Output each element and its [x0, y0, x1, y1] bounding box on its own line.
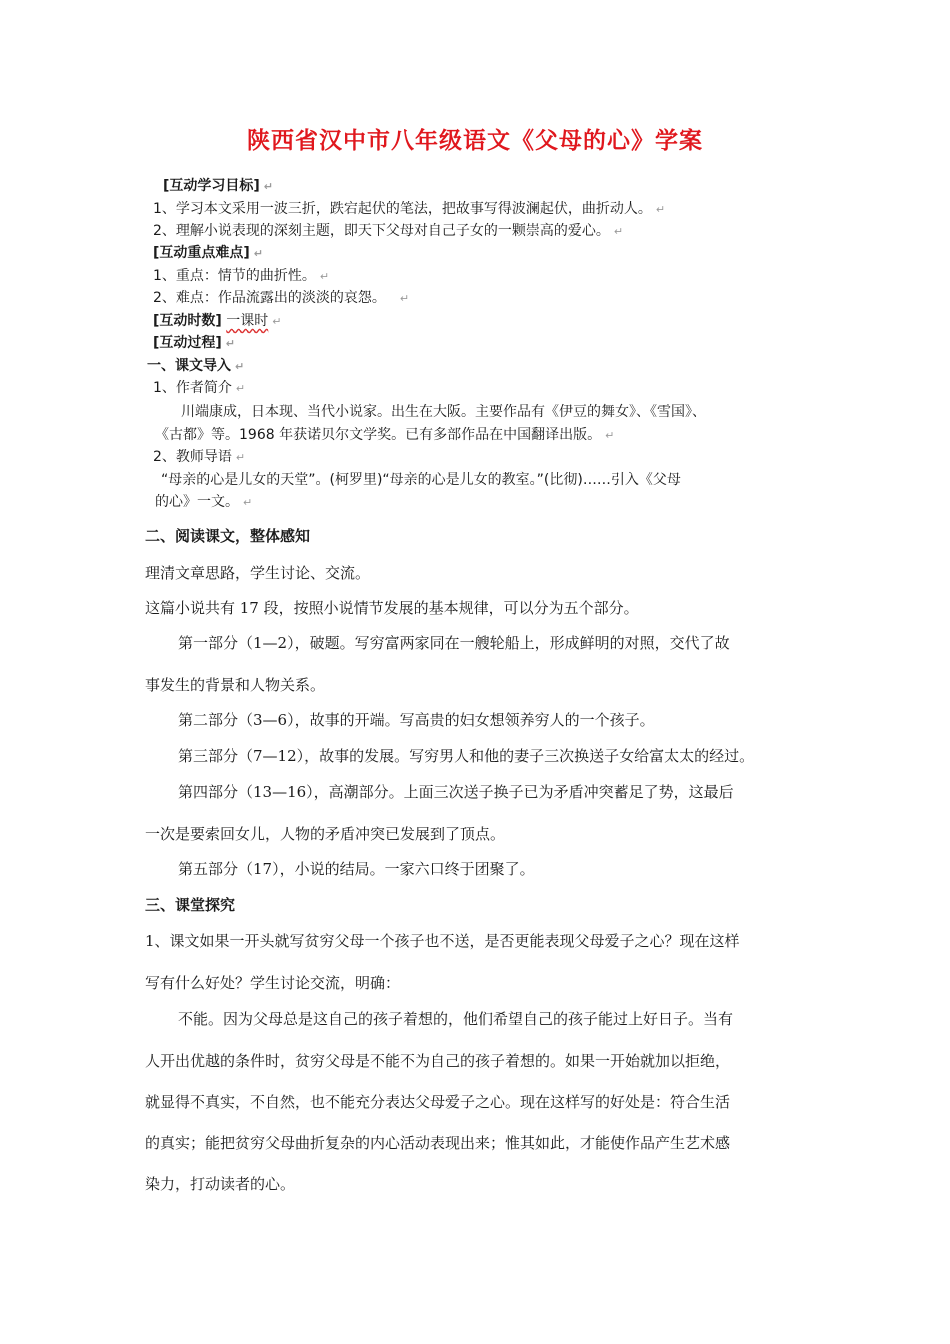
part2-line-1: 理清文章思路，学生讨论、交流。	[145, 564, 371, 582]
paragraph-mark-icon: ↵	[235, 382, 246, 395]
guide-line-2-text: 的心》一文。	[155, 494, 239, 510]
author-line-1: 川端康成，日本现、当代小说家。出生在大阪。主要作品有《伊豆的舞女》、《雪国》、	[181, 404, 706, 420]
part2-line-2: 这篇小说共有 17 段，按照小说情节发展的基本规律，可以分为五个部分。	[145, 599, 639, 617]
question-1-line-1: 1、课文如果一开头就写贫穷父母一个孩子也不送，是否更能表现父母爱子之心？现在这样	[145, 932, 740, 950]
answer-line-3: 就显得不真实，不自然，也不能充分表达父母爱子之心。现在这样写的好处是：符合生活	[145, 1093, 731, 1111]
paragraph-mark-icon: ↵	[243, 496, 253, 509]
section-part-1-line-2: 事发生的背景和人物关系。	[145, 676, 326, 694]
goals-heading-text: [互动学习目标]	[163, 178, 260, 194]
paragraph-mark-icon: ↵	[399, 292, 410, 305]
part1-heading	[147, 356, 244, 377]
goal-item-1-text: 1、学习本文采用一波三折，跌宕起伏的笔法，把故事写得波澜起伏，曲折动人。	[153, 201, 652, 217]
answer-line-5: 染力，打动读者的心。	[145, 1175, 296, 1193]
part2-heading: 二、阅读课文，整体感知	[145, 527, 311, 545]
section-part-5: 第五部分（17），小说的结局。一家六口终于团聚了。	[178, 860, 535, 878]
guide-label	[153, 447, 245, 468]
section-part-3: 第三部分（7—12），故事的发展。写穷男人和他的妻子三次换送子女给富太太的经过。	[178, 747, 755, 765]
process-heading-text: [互动过程]	[153, 335, 222, 351]
author-line-2-text: 《古都》等。1968 年获诺贝尔文学奖。已有多部作品在中国翻译出版。	[155, 427, 602, 443]
key-point-1-text: 1、重点：情节的曲折性。	[153, 268, 316, 284]
part3-heading: 三、课堂探究	[145, 896, 236, 914]
paragraph-mark-icon: ↵	[613, 225, 624, 238]
paragraph-mark-icon: ↵	[605, 429, 615, 442]
part1-heading-text: 一、课文导入	[147, 358, 231, 374]
answer-line-1: 不能。因为父母总是这自己的孩子着想的，他们希望自己的孩子能过上好日子。当有	[178, 1010, 734, 1028]
guide-label-text: 2、教师导语	[153, 449, 232, 465]
process-heading	[153, 333, 235, 354]
goal-item-1	[153, 199, 665, 220]
hours-line	[153, 311, 281, 332]
key-points-heading	[153, 243, 263, 264]
paragraph-mark-icon: ↵	[263, 180, 274, 193]
hours-value: 一课时	[226, 313, 269, 329]
paragraph-mark-icon: ↵	[235, 451, 246, 464]
section-part-4-line-1: 第四部分（13—16），高潮部分。上面三次送子换子已为矛盾冲突蓄足了势，这最后	[178, 783, 734, 801]
author-label	[153, 378, 245, 399]
answer-line-4: 的真实；能把贫穷父母曲折复杂的内心活动表现出来；惟其如此，才能使作品产生艺术感	[145, 1134, 731, 1152]
goals-heading	[163, 176, 273, 197]
section-part-2: 第二部分（3—6），故事的开端。写高贵的妇女想领养穷人的一个孩子。	[178, 711, 655, 729]
key-points-heading-text: [互动重点难点]	[153, 245, 250, 261]
section-part-4-line-2: 一次是要索回女儿，人物的矛盾冲突已发展到了顶点。	[145, 825, 506, 843]
guide-line-2	[155, 492, 252, 513]
author-label-text: 1、作者简介	[153, 380, 232, 396]
key-point-2-text: 2、难点：作品流露出的淡淡的哀怨。	[153, 290, 386, 306]
author-line-2	[155, 425, 614, 446]
page-title: 陕西省汉中市八年级语文《父母的心》学案	[247, 128, 703, 154]
paragraph-mark-icon: ↵	[319, 270, 330, 283]
paragraph-mark-icon: ↵	[225, 337, 236, 350]
goal-item-2-text: 2、理解小说表现的深刻主题，即天下父母对自己子女的一颗崇高的爱心。	[153, 223, 610, 239]
section-part-1-line-1: 第一部分（1—2），破题。写穷富两家同在一艘轮船上，形成鲜明的对照，交代了故	[178, 634, 730, 652]
goal-item-2	[153, 221, 623, 242]
question-1-line-2: 写有什么好处？学生讨论交流，明确：	[145, 974, 401, 992]
key-point-1	[153, 266, 329, 287]
hours-heading: [互动时数]	[153, 313, 222, 329]
paragraph-mark-icon: ↵	[253, 247, 264, 260]
answer-line-2: 人开出优越的条件时，贫穷父母是不能不为自己的孩子着想的。如果一开始就加以拒绝，	[145, 1052, 731, 1070]
guide-line-1: “母亲的心是儿女的天堂”。(柯罗里)“母亲的心是儿女的教室。”(比彻)……引入《父母	[161, 472, 681, 488]
paragraph-mark-icon: ↵	[235, 360, 245, 373]
paragraph-mark-icon: ↵	[272, 315, 282, 328]
key-point-2	[153, 288, 409, 309]
paragraph-mark-icon: ↵	[655, 203, 666, 216]
